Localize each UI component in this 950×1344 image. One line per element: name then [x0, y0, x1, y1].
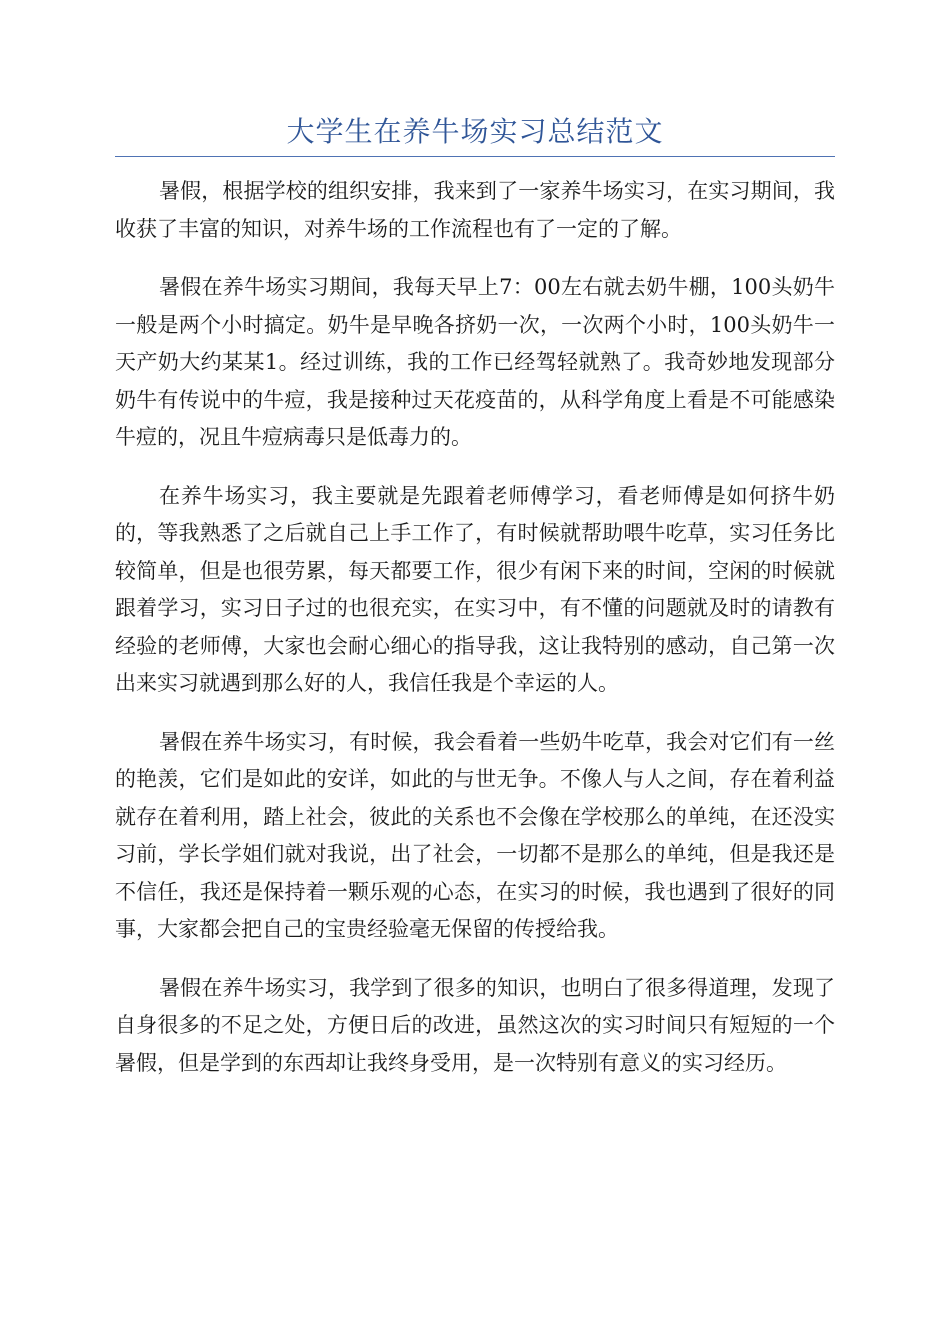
- document-body: [115, 173, 835, 1103]
- paragraph-3: 在养牛场实习，我主要就是先跟着老师傅学习，看老师傅是如何挤牛奶的，等我熟悉了之后就自己上手工作了，有时候就帮助喂牛吃草，实习任务比较简单，但是也很劳累，每天都要工作，很少有闲下来的时间，空闲的时候就跟着学习，实习日子过的也很充实，在实习中，有不懂的问题就及时的请教有经验的老师傅，大家也会耐心细心的指导我，这让我特别的感动，自己第一次出来实习就遇到那么好的人，我信任我是个幸运的人。: [115, 483, 835, 695]
- title-block: [115, 108, 835, 157]
- paragraph-1: 暑假，根据学校的组织安排，我来到了一家养牛场实习，在实习期间，我收获了丰富的知识，对养牛场的工作流程也有了一定的了解。: [115, 179, 835, 241]
- paragraph-5: 暑假在养牛场实习，我学到了很多的知识，也明白了很多得道理，发现了自身很多的不足之处，方便日后的改进，虽然这次的实习时间只有短短的一个暑假，但是学到的东西却让我终身受用，是一次特别有意义的实习经历。: [115, 975, 835, 1075]
- paragraph-4: 暑假在养牛场实习，有时候，我会看着一些奶牛吃草，我会对它们有一丝的艳羡，它们是如此的安详，如此的与世无争。不像人与人之间，存在着利益就存在着利用，踏上社会，彼此的关系也不会像在学校那么的单纯，在还没实习前，学长学姐们就对我说，出了社会，一切都不是那么的单纯，但是我还是不信任，我还是保持着一颗乐观的心态，在实习的时候，我也遇到了很好的同事，大家都会把自己的宝贵经验毫无保留的传授给我。: [115, 729, 835, 941]
- document-title: 大学生在养牛场实习总结范文: [286, 115, 664, 148]
- paragraph-2: 暑假在养牛场实习期间，我每天早上7：00左右就去奶牛棚，100头奶牛一般是两个小时搞定。奶牛是早晚各挤奶一次，一次两个小时，100头奶牛一天产奶大约某某1。经过训练，我的工作已经驾轻就熟了。我奇妙地发现部分奶牛有传说中的牛痘，我是接种过天花疫苗的，从科学角度上看是不可能感染牛痘的，况且牛痘病毒只是低毒力的。: [115, 275, 835, 449]
